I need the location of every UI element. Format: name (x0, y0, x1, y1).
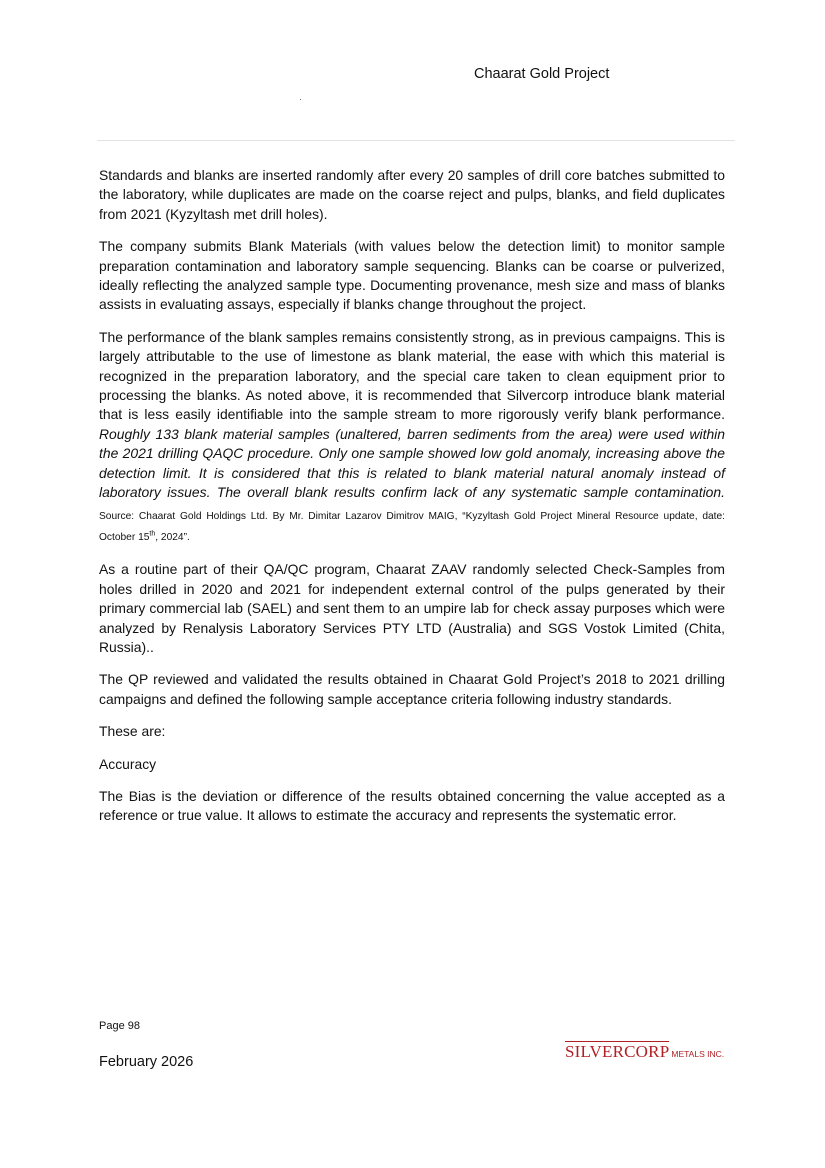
header-rule (97, 140, 735, 141)
blank-performance-quote: Roughly 133 blank material samples (unaltered, barren sediments from the area) were used within the 2021 drilling QAQC procedure. Only one sample showed low gold anomaly, increasing above the detection limit. It is considered that this is related to blank material natural anomaly instead of laboratory issues. The overall blank results confirm lack of any systematic sample contamination. (99, 425, 725, 501)
paragraph-check-samples: As a routine part of their QA/QC program, Chaarat ZAAV randomly selected Check-Samples from holes drilled in 2020 and 2021 for independent external control of the pulps generated by their primary commercial lab (SAEL) and sent them to an umpire lab for check assay purposes which were analyzed by Renalysis Laboratory Services PTY LTD (Australia) and SGS Vostok Limited (Chita, Russia).. (99, 561, 725, 655)
source-citation-superscript: th (149, 530, 156, 538)
header-title: Chaarat Gold Project (474, 66, 610, 82)
silvercorp-logo (565, 1042, 724, 1062)
paragraph-blank-performance (99, 328, 725, 547)
paragraph-these-are: These are: (99, 723, 166, 740)
source-citation (99, 511, 725, 543)
logo-wordmark: SILVERCORP (565, 1042, 670, 1061)
paragraph-qp-review: The QP reviewed and validated the results obtained in Chaarat Gold Project’s 2018 to 2021 drilling campaigns and defined the following sample acceptance criteria following industry standards. (99, 671, 725, 707)
body-text (99, 166, 725, 839)
paragraph-standards-blanks: Standards and blanks are inserted randomly after every 20 samples of drill core batches submitted to the laboratory, while duplicates are made on the coarse reject and pulps, blanks, and field duplicates from 2021 (Kyzyltash met drill holes). (99, 167, 725, 222)
header-dot (300, 99, 301, 100)
page-number: Page 98 (99, 1020, 140, 1032)
source-citation-text: Source: Chaarat Gold Holdings Ltd. By Mr. Dimitar Lazarov Dimitrov MAIG, “Kyzyltash Gold Project Mineral Resource update, date: October 15 (99, 510, 725, 543)
footer-date: February 2026 (99, 1054, 194, 1070)
paragraph-blank-materials: The company submits Blank Materials (with values below the detection limit) to monitor sample preparation contamination and laboratory sample sequencing. Blanks can be coarse or pulverized, ideally reflecting the analyzed sample type. Documenting provenance, mesh size and mass of blanks assists in evaluating assays, especially if blanks change throughout the project. (99, 238, 725, 313)
heading-accuracy: Accuracy (99, 755, 157, 772)
source-citation-end: , 2024”. (155, 531, 190, 543)
paragraph-bias: The Bias is the deviation or difference of the results obtained concerning the value accepted as a reference or true value. It allows to estimate the accuracy and represents the systematic error. (99, 787, 725, 824)
blank-performance-text: The performance of the blank samples remains consistently strong, as in previous campaigns. This is largely attributable to the use of limestone as blank material, the ease with which this material is recognized in the preparation laboratory, and the special care taken to clean equipment prior to processing the blanks. As noted above, it is recommended that Silvercorp introduce blank material that is less easily identifiable into the sample stream to more rigorously verify blank performance. (99, 328, 725, 423)
logo-subtitle: METALS INC. (671, 1049, 725, 1059)
